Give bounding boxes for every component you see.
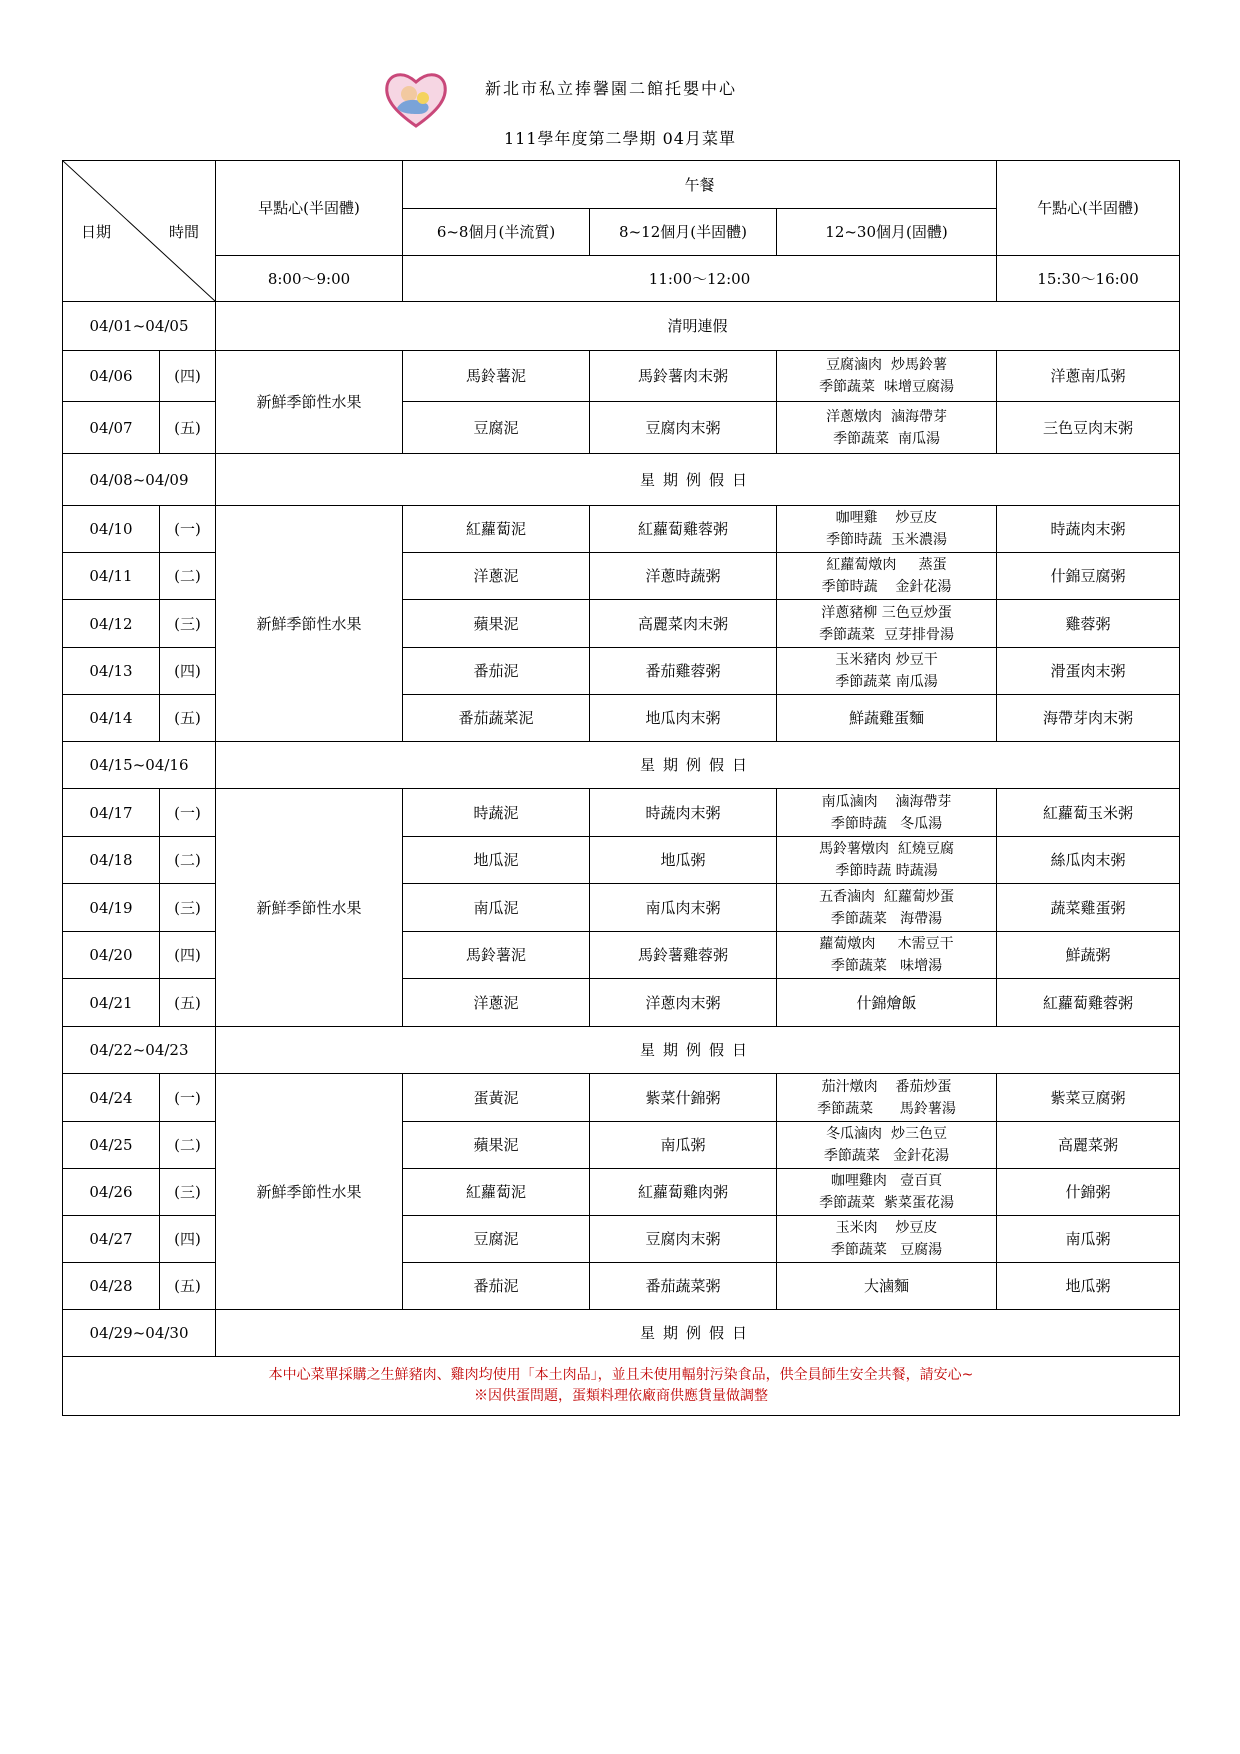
meal-12-30 xyxy=(777,837,997,884)
meal-6-8: 蘋果泥 xyxy=(403,1122,590,1169)
date-header: 日期 xyxy=(81,223,112,241)
meal-12-30-line1: 玉米肉 炒豆皮 xyxy=(835,1220,938,1236)
meal-6-8: 豆腐泥 xyxy=(403,1216,590,1263)
snack-item: 雞蓉粥 xyxy=(997,600,1180,648)
org-name: 新北市私立捧馨園二館托嬰中心 xyxy=(485,79,738,98)
row-date: 04/19 xyxy=(63,884,160,932)
meal-8-12: 紫菜什錦粥 xyxy=(590,1074,777,1122)
meal-12-30-line1: 洋蔥燉肉 滷海帶芽 xyxy=(826,408,947,425)
meal-6-8: 時蔬泥 xyxy=(403,789,590,837)
meal-12-30 xyxy=(777,1216,997,1263)
footer-egg-note: ※因供蛋問題，蛋類料理依廠商供應貨量做調整 xyxy=(474,1388,769,1404)
meal-6-8: 南瓜泥 xyxy=(403,884,590,932)
row-day: (一) xyxy=(160,506,216,553)
meal-12-30-line2: 季節時蔬 時蔬湯 xyxy=(835,863,938,879)
meal-12-30-line1: 玉米豬肉 炒豆干 xyxy=(835,652,938,668)
document-header xyxy=(0,60,1240,170)
meal-12-30 xyxy=(777,648,997,695)
meal-6-8: 番茄泥 xyxy=(403,1263,590,1310)
meal-12-30-line2: 季節時蔬 冬瓜湯 xyxy=(830,815,943,832)
meal-12-30 xyxy=(777,789,997,837)
meal-12-30 xyxy=(777,932,997,979)
holiday-date: 04/15~04/16 xyxy=(63,742,216,789)
meal-8-12: 番茄蔬菜粥 xyxy=(590,1263,777,1310)
snack-item: 地瓜粥 xyxy=(997,1263,1180,1310)
meal-6-8: 紅蘿蔔泥 xyxy=(403,1169,590,1216)
lunch-8-12-header: 8~12個月(半固體) xyxy=(590,209,777,256)
meal-12-30-line1: 洋蔥豬柳 三色豆炒蛋 xyxy=(821,604,952,621)
meal-12-30-line1: 馬鈴薯燉肉 紅燒豆腐 xyxy=(819,841,954,857)
meal-8-12: 地瓜粥 xyxy=(590,837,777,884)
meal-12-30 xyxy=(777,1074,997,1122)
row-date: 04/18 xyxy=(63,837,160,884)
row-day: (五) xyxy=(160,695,216,742)
meal-8-12: 洋蔥肉末粥 xyxy=(590,979,777,1027)
meal-8-12: 高麗菜肉末粥 xyxy=(590,600,777,648)
meal-12-30-line2: 季節蔬菜 馬鈴薯湯 xyxy=(817,1100,956,1117)
row-date: 04/12 xyxy=(63,600,160,648)
meal-12-30 xyxy=(777,402,997,454)
row-day: (五) xyxy=(160,979,216,1027)
meal-12-30-line1: 紅蘿蔔燉肉 蒸蛋 xyxy=(826,557,947,573)
snack-item: 滑蛋肉末粥 xyxy=(997,648,1180,695)
row-date: 04/25 xyxy=(63,1122,160,1169)
meal-12-30-line2: 季節時蔬 金針花湯 xyxy=(821,579,952,595)
row-day: (二) xyxy=(160,553,216,600)
heart-logo-icon xyxy=(383,68,449,130)
row-date: 04/27 xyxy=(63,1216,160,1263)
breakfast-time: 8:00～9:00 xyxy=(216,256,403,302)
meal-6-8: 馬鈴薯泥 xyxy=(403,932,590,979)
row-date: 04/17 xyxy=(63,789,160,837)
meal-6-8: 洋蔥泥 xyxy=(403,553,590,600)
footer-meat-note: 本中心菜單採購之生鮮豬肉、雞肉均使用「本土肉品」，並且未使用輻射污染食品，供全員師生安全共餐，請安心~ xyxy=(268,1367,974,1383)
header-corner-cell xyxy=(63,161,216,302)
row-date: 04/20 xyxy=(63,932,160,979)
row-date: 04/24 xyxy=(63,1074,160,1122)
holiday-text: 星期例假日 xyxy=(216,742,1180,789)
meal-12-30-line1: 冬瓜滷肉 炒三色豆 xyxy=(826,1126,947,1142)
meal-12-30-line1: 咖哩雞肉 壹百頁 xyxy=(830,1173,943,1189)
meal-12-30: 鮮蔬雞蛋麵 xyxy=(777,695,997,742)
meal-8-12: 紅蘿蔔雞肉粥 xyxy=(590,1169,777,1216)
meal-6-8: 番茄蔬菜泥 xyxy=(403,695,590,742)
meal-12-30 xyxy=(777,600,997,648)
lunch-header: 午餐 xyxy=(403,161,997,209)
row-date: 04/14 xyxy=(63,695,160,742)
row-day: (四) xyxy=(160,648,216,695)
meal-12-30-line1: 蘿蔔燉肉 木需豆干 xyxy=(819,936,954,952)
row-date: 04/11 xyxy=(63,553,160,600)
meal-12-30-line1: 豆腐滷肉 炒馬鈴薯 xyxy=(826,357,947,373)
meal-12-30-line2: 季節蔬菜 豆芽排骨湯 xyxy=(819,626,954,643)
snack-item: 紅蘿蔔雞蓉粥 xyxy=(997,979,1180,1027)
meal-6-8: 蘋果泥 xyxy=(403,600,590,648)
meal-12-30-line1: 南瓜滷肉 滷海帶芽 xyxy=(821,793,952,810)
holiday-text: 星期例假日 xyxy=(216,454,1180,506)
row-day: (三) xyxy=(160,600,216,648)
meal-8-12: 紅蘿蔔雞蓉粥 xyxy=(590,506,777,553)
meal-12-30 xyxy=(777,351,997,402)
snack-item: 三色豆肉末粥 xyxy=(997,402,1180,454)
row-day: (一) xyxy=(160,789,216,837)
meal-12-30-line2: 季節蔬菜 南瓜湯 xyxy=(833,430,940,447)
lunch-6-8-header: 6~8個月(半流質) xyxy=(403,209,590,256)
holiday-date: 04/08~04/09 xyxy=(63,454,216,506)
meal-8-12: 番茄雞蓉粥 xyxy=(590,648,777,695)
meal-12-30-line2: 季節蔬菜 金針花湯 xyxy=(823,1148,950,1164)
snack-header: 午點心(半固體) xyxy=(997,161,1180,256)
meal-8-12: 馬鈴薯肉末粥 xyxy=(590,351,777,402)
menu-table xyxy=(62,160,1180,1416)
meal-8-12: 馬鈴薯雞蓉粥 xyxy=(590,932,777,979)
snack-item: 什錦豆腐粥 xyxy=(997,553,1180,600)
holiday-date: 04/29~04/30 xyxy=(63,1310,216,1357)
snack-item: 南瓜粥 xyxy=(997,1216,1180,1263)
meal-12-30 xyxy=(777,1169,997,1216)
row-date: 04/07 xyxy=(63,402,160,454)
row-date: 04/13 xyxy=(63,648,160,695)
row-date: 04/28 xyxy=(63,1263,160,1310)
row-date: 04/10 xyxy=(63,506,160,553)
meal-12-30-line1: 茄汁燉肉 番茄炒蛋 xyxy=(821,1078,952,1095)
meal-6-8: 豆腐泥 xyxy=(403,402,590,454)
meal-12-30-line2: 季節蔬菜 南瓜湯 xyxy=(835,674,938,690)
footer-notes xyxy=(63,1357,1180,1416)
row-day: (四) xyxy=(160,1216,216,1263)
meal-12-30-line2: 季節蔬菜 味增豆腐湯 xyxy=(819,379,954,395)
meal-12-30 xyxy=(777,884,997,932)
meal-6-8: 蛋黃泥 xyxy=(403,1074,590,1122)
row-day: (四) xyxy=(160,351,216,402)
meal-6-8: 番茄泥 xyxy=(403,648,590,695)
row-day: (五) xyxy=(160,1263,216,1310)
meal-8-12: 時蔬肉末粥 xyxy=(590,789,777,837)
row-day: (三) xyxy=(160,1169,216,1216)
snack-item: 什錦粥 xyxy=(997,1169,1180,1216)
row-day: (二) xyxy=(160,837,216,884)
meal-8-12: 洋蔥時蔬粥 xyxy=(590,553,777,600)
holiday-text: 星期例假日 xyxy=(216,1310,1180,1357)
row-day: (五) xyxy=(160,402,216,454)
row-day: (三) xyxy=(160,884,216,932)
snack-item: 洋蔥南瓜粥 xyxy=(997,351,1180,402)
snack-item: 海帶芽肉末粥 xyxy=(997,695,1180,742)
time-header: 時間 xyxy=(168,223,199,241)
meal-12-30-line2: 季節蔬菜 味增湯 xyxy=(830,958,943,974)
meal-12-30 xyxy=(777,553,997,600)
meal-12-30-line2: 季節蔬菜 豆腐湯 xyxy=(830,1242,943,1258)
breakfast-fruit: 新鮮季節性水果 xyxy=(216,1074,403,1310)
meal-8-12: 豆腐肉末粥 xyxy=(590,1216,777,1263)
meal-8-12: 地瓜肉末粥 xyxy=(590,695,777,742)
snack-item: 蔬菜雞蛋粥 xyxy=(997,884,1180,932)
breakfast-header: 早點心(半固體) xyxy=(216,161,403,256)
lunch-time: 11:00～12:00 xyxy=(403,256,997,302)
snack-item: 時蔬肉末粥 xyxy=(997,506,1180,553)
meal-8-12: 南瓜粥 xyxy=(590,1122,777,1169)
meal-12-30-line2: 季節時蔬 玉米濃湯 xyxy=(826,532,947,548)
holiday-date: 04/22~04/23 xyxy=(63,1027,216,1074)
snack-item: 高麗菜粥 xyxy=(997,1122,1180,1169)
snack-item: 絲瓜肉末粥 xyxy=(997,837,1180,884)
holiday-date: 04/01~04/05 xyxy=(63,302,216,351)
meal-12-30 xyxy=(777,506,997,553)
holiday-text: 星期例假日 xyxy=(216,1027,1180,1074)
meal-6-8: 洋蔥泥 xyxy=(403,979,590,1027)
snack-item: 紫菜豆腐粥 xyxy=(997,1074,1180,1122)
meal-6-8: 馬鈴薯泥 xyxy=(403,351,590,402)
meal-6-8: 地瓜泥 xyxy=(403,837,590,884)
breakfast-fruit: 新鮮季節性水果 xyxy=(216,351,403,454)
row-day: (四) xyxy=(160,932,216,979)
breakfast-fruit: 新鮮季節性水果 xyxy=(216,789,403,1027)
meal-12-30-line1: 咖哩雞 炒豆皮 xyxy=(835,510,938,526)
breakfast-fruit: 新鮮季節性水果 xyxy=(216,506,403,742)
meal-6-8: 紅蘿蔔泥 xyxy=(403,506,590,553)
snack-item: 紅蘿蔔玉米粥 xyxy=(997,789,1180,837)
row-day: (一) xyxy=(160,1074,216,1122)
row-date: 04/06 xyxy=(63,351,160,402)
meal-12-30: 什錦燴飯 xyxy=(777,979,997,1027)
meal-8-12: 南瓜肉末粥 xyxy=(590,884,777,932)
holiday-text: 清明連假 xyxy=(216,302,1180,351)
menu-subtitle: 111學年度第二學期 04月菜單 xyxy=(504,129,736,148)
meal-12-30-line2: 季節蔬菜 紫菜蛋花湯 xyxy=(819,1195,954,1211)
meal-12-30 xyxy=(777,1122,997,1169)
meal-12-30-line2: 季節蔬菜 海帶湯 xyxy=(830,910,943,927)
row-date: 04/21 xyxy=(63,979,160,1027)
meal-12-30-line1: 五香滷肉 紅蘿蔔炒蛋 xyxy=(819,888,954,905)
meal-8-12: 豆腐肉末粥 xyxy=(590,402,777,454)
snack-item: 鮮蔬粥 xyxy=(997,932,1180,979)
row-date: 04/26 xyxy=(63,1169,160,1216)
lunch-12-30-header: 12~30個月(固體) xyxy=(777,209,997,256)
meal-12-30: 大滷麵 xyxy=(777,1263,997,1310)
row-day: (二) xyxy=(160,1122,216,1169)
snack-time: 15:30～16:00 xyxy=(997,256,1180,302)
